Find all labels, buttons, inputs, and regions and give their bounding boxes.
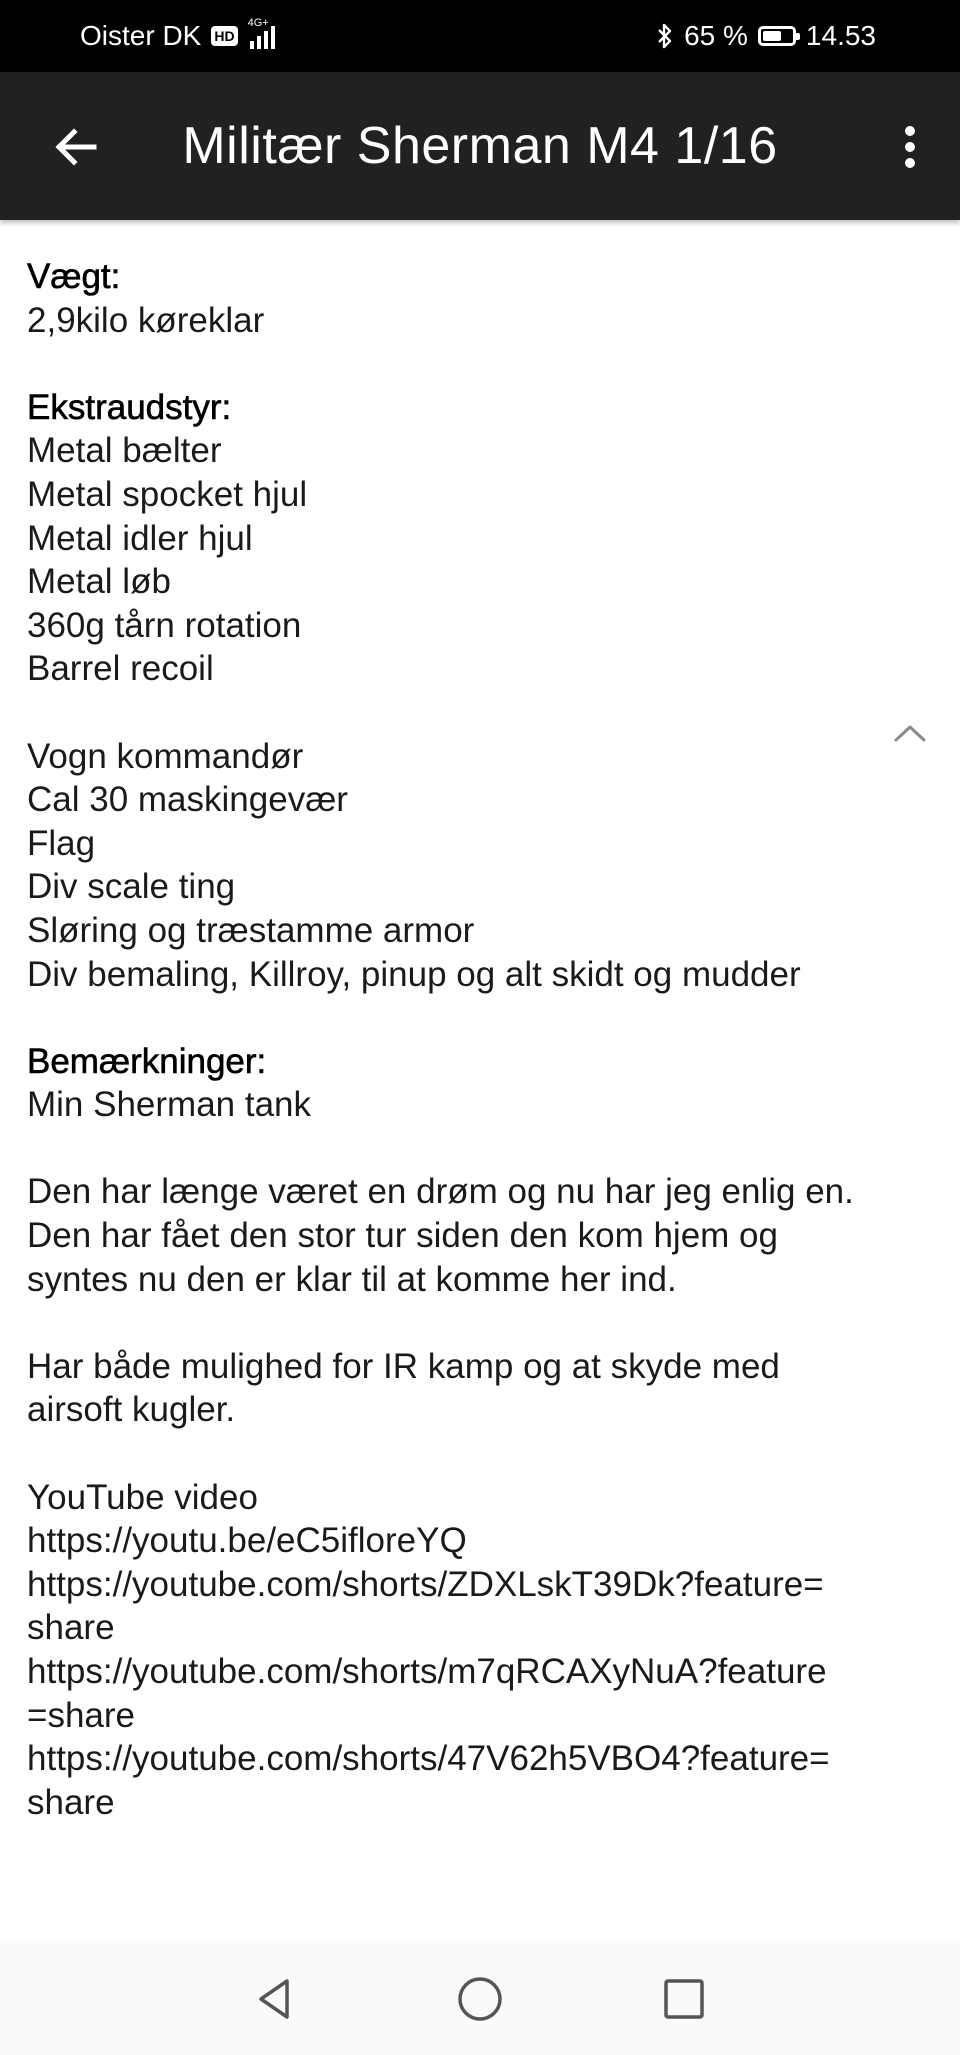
list-item: Metal bælter [27,431,222,471]
remarks-paragraph-line: Den har længe været en drøm og nu har jeg enlig en. [27,1172,854,1212]
list-item: Div bemaling, Killroy, pinup og alt skidt og mudder [27,954,801,994]
nav-back-button[interactable] [247,1971,303,2027]
list-item: Div scale ting [27,867,236,907]
list-item: Metal spocket hjul [27,474,308,514]
video-link: share [27,1782,115,1822]
remarks-paragraph-line: airsoft kugler. [27,1390,236,1430]
hd-badge: HD [211,26,237,46]
status-bar [0,0,960,72]
video-label: YouTube video [27,1477,258,1517]
remarks-intro: Min Sherman tank [27,1085,312,1125]
bluetooth-icon [656,22,674,50]
page-title: Militær Sherman M4 1/16 [182,117,778,175]
weight-label: Vægt: [27,257,121,296]
network-type: 4G+ [247,17,269,29]
chevron-up-icon [888,718,932,748]
extras-label: Ekstraudstyr: [27,387,232,427]
list-item: Metal løb [27,562,171,602]
status-right [656,20,876,52]
status-left [80,17,275,52]
nav-home-button[interactable] [452,1971,508,2027]
list-item: Vogn kommandør [27,736,304,776]
weight-value: 2,9kilo køreklar [27,300,265,340]
video-link: https://youtu.be/eC5ifloreYQ [27,1521,467,1561]
description-content [27,255,907,1824]
system-nav-bar [0,1943,960,2055]
clock: 14.53 [805,20,876,51]
nav-recents-button[interactable] [656,1971,712,2027]
remarks-paragraph-line: Den har fået den stor tur siden den kom hjem og [27,1216,778,1256]
list-item: Cal 30 maskingevær [27,780,348,820]
carrier-name: Oister DK [80,20,202,51]
video-link: https://youtube.com/shorts/ZDXLskT39Dk?feature= [27,1564,824,1604]
video-link: =share [27,1695,135,1735]
signal-icon [247,17,275,49]
more-options-button[interactable] [880,112,940,182]
more-vert-icon [903,125,917,169]
app-bar [0,72,960,220]
collapse-button[interactable] [888,718,932,748]
list-item: Metal idler hjul [27,518,253,558]
list-item: 360g tårn rotation [27,605,302,645]
list-item: Sløring og træstamme armor [27,910,475,950]
list-item: Barrel recoil [27,649,214,689]
circle-home-icon [455,1974,505,2024]
battery-percent: 65 % [684,20,748,51]
video-link: https://youtube.com/shorts/m7qRCAXyNuA?feature [27,1652,827,1691]
triangle-back-icon [251,1975,299,2023]
remarks-label: Bemærkninger: [27,1041,267,1081]
battery-icon [758,26,796,46]
video-link: share [27,1608,115,1648]
video-link: https://youtube.com/shorts/47V62h5VBO4?feature= [27,1739,830,1779]
list-item: Flag [27,823,96,863]
remarks-paragraph-line: Har både mulighed for IR kamp og at skyde med [27,1346,780,1386]
square-recents-icon [661,1976,707,2022]
remarks-paragraph-line: syntes nu den er klar til at komme her ind. [27,1259,677,1299]
